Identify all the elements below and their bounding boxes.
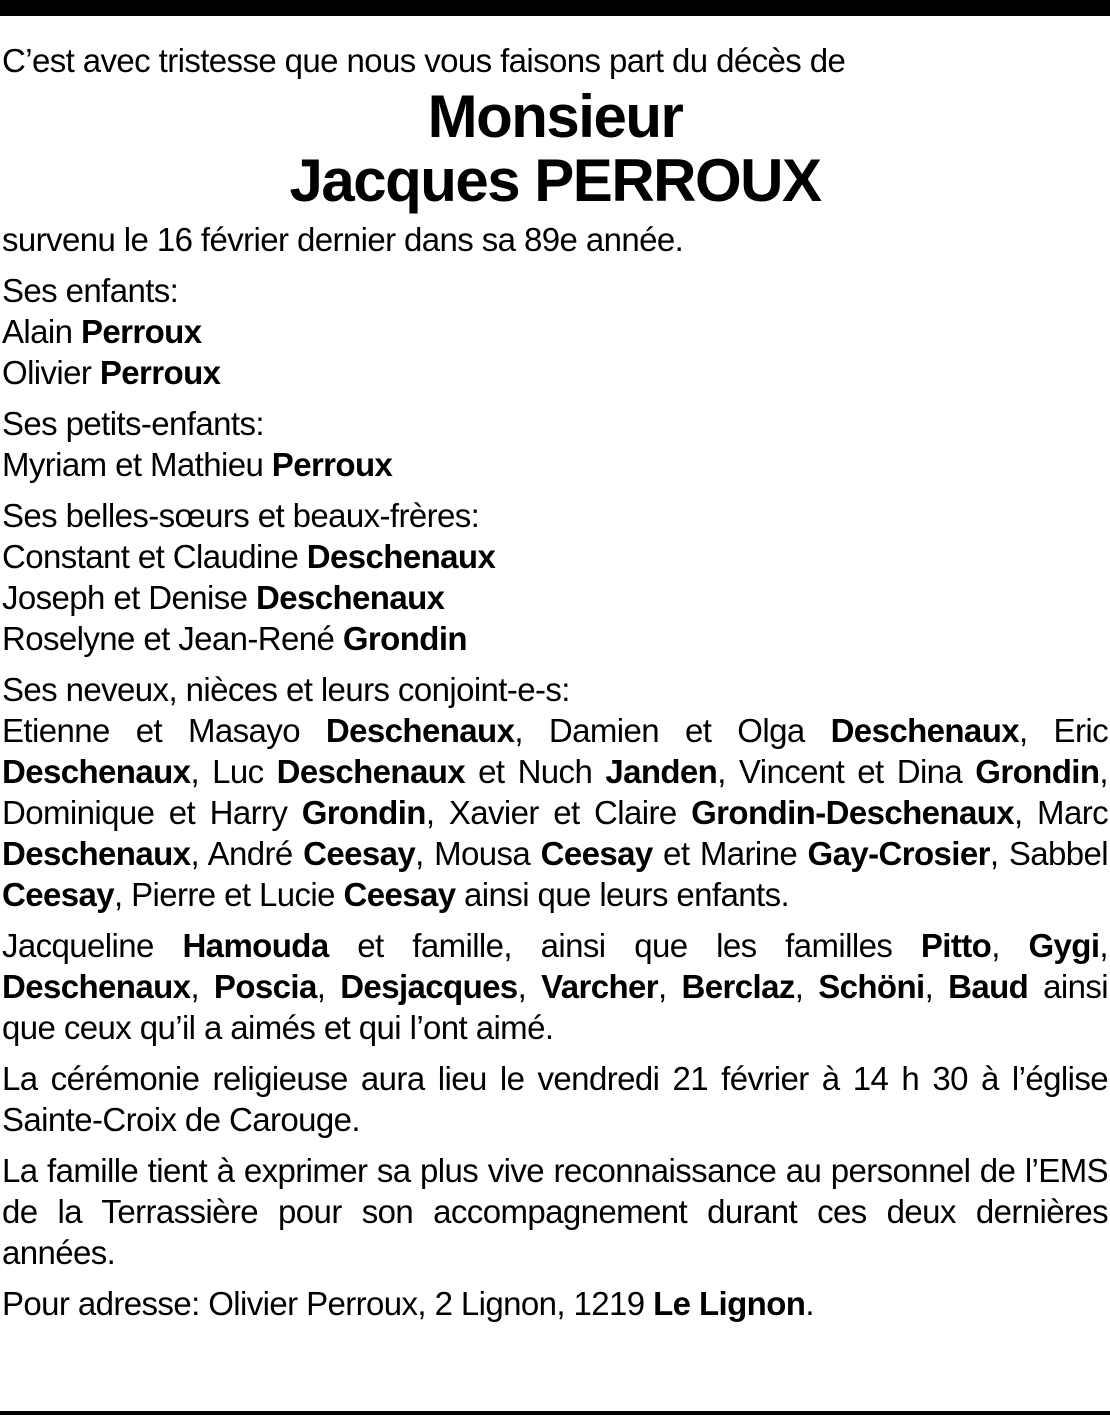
relative-line: Joseph et Denise Deschenaux	[2, 579, 445, 616]
deceased-name: Jacques PERROUX	[289, 147, 821, 214]
relative-line: Myriam et Mathieu Perroux	[2, 446, 393, 483]
deceased-title	[2, 85, 1108, 213]
text-run: , Xavier et Claire	[425, 794, 692, 831]
nephews-paragraph	[2, 710, 1108, 915]
title-honorific: Monsieur	[427, 83, 683, 150]
children-section	[2, 270, 1108, 393]
text-run: , Eric	[1019, 712, 1108, 749]
surname: Ceesay	[540, 835, 653, 872]
text-run: ,	[517, 968, 542, 1005]
surname: Deschenaux	[255, 579, 445, 616]
text-run: ,	[316, 968, 341, 1005]
relative-line: Alain Perroux	[2, 313, 202, 350]
bottom-rule	[0, 1411, 1110, 1415]
top-rule	[0, 0, 1110, 16]
obituary-notice	[2, 40, 1108, 1324]
surname: Deschenaux	[2, 753, 191, 790]
surname: Deschenaux	[276, 753, 466, 790]
text-run: Etienne et Masayo	[2, 712, 326, 749]
text-run: , Luc	[190, 753, 277, 790]
text-run: , André	[190, 835, 304, 872]
text-run: , Marc	[1014, 794, 1108, 831]
surname: Perroux	[80, 313, 202, 350]
in-laws-section	[2, 495, 1108, 659]
surname: Deschenaux	[2, 835, 191, 872]
date-of-death: survenu le 16 février dernier dans sa 89e année.	[2, 221, 684, 258]
text-run: ,	[794, 968, 819, 1005]
surname: Poscia	[213, 968, 317, 1005]
text-run: et famille, ainsi que les familles	[328, 927, 921, 964]
surname: Perroux	[99, 354, 221, 391]
surname: Grondin-Deschenaux	[691, 794, 1015, 831]
relative-line: Olivier Perroux	[2, 354, 221, 391]
relative-line: Roselyne et Jean-René Grondin	[2, 620, 467, 657]
text-run: , Sabbel	[989, 835, 1109, 872]
text-run: ,	[190, 968, 214, 1005]
surname: Berclaz	[681, 968, 795, 1005]
text-run: et Nuch	[465, 753, 606, 790]
ceremony-paragraph: La cérémonie religieuse aura lieu le vendredi 21 février à 14 h 30 à l’église Sainte-Croix de Carouge.	[2, 1060, 1108, 1138]
text-run: ,	[1099, 927, 1108, 964]
address-city: Le Lignon	[653, 1285, 806, 1322]
grandchildren-section	[2, 403, 1108, 485]
surname: Grondin	[342, 620, 467, 657]
text-run: ainsi que leurs enfants.	[455, 876, 790, 913]
surname: Janden	[605, 753, 718, 790]
surname: Perroux	[271, 446, 393, 483]
surname: Hamouda	[182, 927, 329, 964]
surname: Baud	[948, 968, 1029, 1005]
surname: Ceesay	[2, 876, 114, 913]
surname: Ceesay	[303, 835, 416, 872]
surname: Grondin	[975, 753, 1100, 790]
address-line: Pour adresse: Olivier Perroux, 2 Lignon, 1219 Le Lignon.	[2, 1285, 814, 1322]
text-run: ,	[658, 968, 682, 1005]
families-paragraph	[2, 925, 1108, 1048]
surname: Gay-Crosier	[807, 835, 990, 872]
grandchildren-heading: Ses petits-enfants:	[2, 405, 264, 442]
text-run: ,	[924, 968, 949, 1005]
surname: Schöni	[818, 968, 925, 1005]
text-run: , Damien et Olga	[514, 712, 831, 749]
nephews-section	[2, 669, 1108, 915]
text-run: ,	[991, 927, 1029, 964]
surname: Varcher	[541, 968, 659, 1005]
surname: Ceesay	[343, 876, 456, 913]
in-laws-heading: Ses belles-sœurs et beaux-frères:	[2, 497, 480, 534]
children-heading: Ses enfants:	[2, 272, 179, 309]
surname: Desjacques	[340, 968, 518, 1005]
surname: Gygi	[1028, 927, 1100, 964]
surname: Pitto	[920, 927, 992, 964]
text-run: , Mousa	[415, 835, 541, 872]
thanks-paragraph: La famille tient à exprimer sa plus vive reconnaissance au personnel de l’EMS de la Terrassière pour son accompagnement durant ces deux dernières années.	[2, 1152, 1108, 1271]
surname: Deschenaux	[306, 538, 496, 575]
text-run: et Marine	[652, 835, 808, 872]
surname: Deschenaux	[325, 712, 515, 749]
intro-text: C’est avec tristesse que nous vous faisons part du décès de	[2, 42, 846, 79]
surname: Deschenaux	[2, 968, 191, 1005]
text-run: , Dominique et Harry	[2, 753, 1108, 831]
surname: Grondin	[301, 794, 426, 831]
text-run: Jacqueline	[2, 927, 183, 964]
text-run: , Vincent et Dina	[717, 753, 976, 790]
text-run: , Pierre et Lucie	[114, 876, 344, 913]
text-run: ainsi que ceux qu’il a aimés et qui l’ont aimé.	[2, 968, 1108, 1046]
nephews-heading: Ses neveux, nièces et leurs conjoint-e-s:	[2, 671, 570, 708]
relative-line: Constant et Claudine Deschenaux	[2, 538, 496, 575]
surname: Deschenaux	[830, 712, 1020, 749]
